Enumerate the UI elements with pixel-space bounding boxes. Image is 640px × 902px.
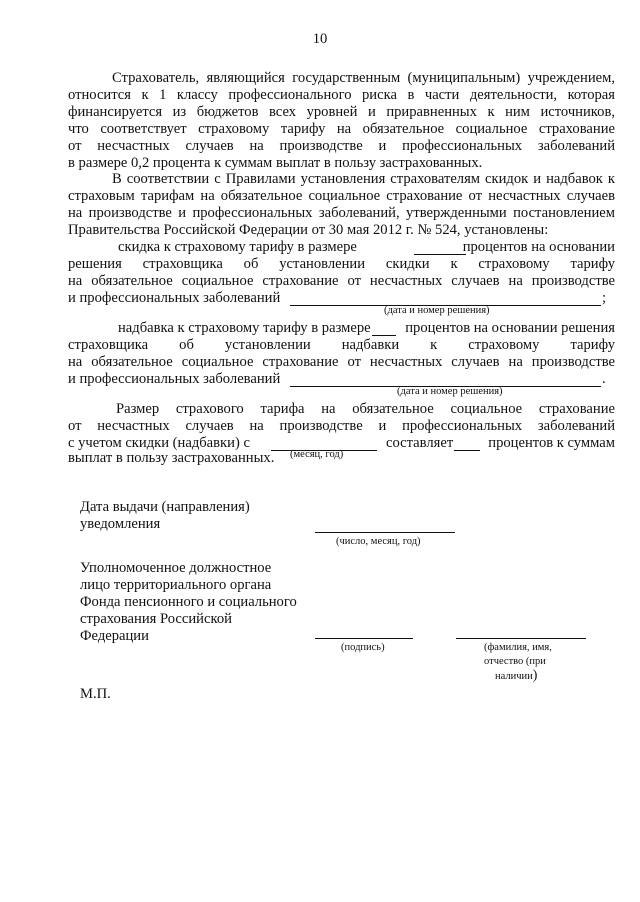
rate-amount-label: составляет xyxy=(386,435,454,451)
para2-line-1: В соответствии с Правилами установления страхователям скидок и надбавок к xyxy=(112,171,615,187)
rate-month-year-caption: (месяц, год) xyxy=(290,449,344,460)
signature-blank xyxy=(315,638,413,639)
rate-line-2: от несчастных случаев на производстве и профессиональных заболеваний xyxy=(68,418,615,434)
para1-line-2: относится к 1 классу профессионального риска в части деятельности, которая xyxy=(68,87,615,103)
para2-line-4: Правительства Российской Федерации от 30 мая 2012 г. № 524, установлены: xyxy=(68,222,549,238)
issue-date-label-1: Дата выдачи (направления) xyxy=(80,499,250,515)
para2-line-3: на производстве и профессиональных заболеваний, утвержденными постановлением xyxy=(68,205,615,221)
full-name-caption-3-text: наличии xyxy=(495,671,533,682)
discount-line-3: на обязательное социальное страхование от несчастных случаев на производстве xyxy=(68,273,615,289)
surcharge-line-4-end: . xyxy=(602,371,606,387)
signature-caption: (подпись) xyxy=(341,642,385,653)
surcharge-line-2: страховщика об установлении надбавки к страховому тарифу xyxy=(68,337,615,353)
discount-line-2: решения страховщика об установлении скидки к страховому тарифу xyxy=(68,256,615,272)
surcharge-percent-blank xyxy=(372,335,396,336)
surcharge-basis-label: процентов на основании решения xyxy=(405,320,615,336)
rate-line-4: выплат в пользу застрахованных. xyxy=(68,450,275,466)
full-name-caption-3 xyxy=(495,670,537,683)
para2-line-2: страховым тарифам на обязательное социальное страхование от несчастных случаев xyxy=(68,188,615,204)
official-line-1: Уполномоченное должностное xyxy=(80,560,272,576)
discount-basis-label: процентов на основании xyxy=(462,239,615,255)
para1-line-6: в размере 0,2 процента к суммам выплат в пользу застрахованных. xyxy=(68,155,483,171)
rate-percent-label: процентов к суммам xyxy=(488,435,615,451)
full-name-caption-2: отчество (при xyxy=(484,656,546,667)
discount-line-4-end: ; xyxy=(602,290,607,306)
para1-line-4: что соответствует страховому тарифу на обязательное социальное страхование xyxy=(68,121,615,137)
discount-percent-blank xyxy=(414,254,466,255)
issue-date-blank xyxy=(315,532,455,533)
para1-line-1: Страхователь, являющийся государственным (муниципальным) учреждением, xyxy=(112,70,615,86)
issue-date-caption: (число, месяц, год) xyxy=(336,536,421,547)
surcharge-size-label: надбавка к страховому тарифу в размере xyxy=(118,320,371,336)
surcharge-decision-caption: (дата и номер решения) xyxy=(397,386,503,397)
official-line-2: лицо территориального органа xyxy=(80,577,272,593)
seal-mark: М.П. xyxy=(80,686,111,702)
full-name-caption-close: ) xyxy=(532,668,538,683)
discount-decision-caption: (дата и номер решения) xyxy=(384,305,490,316)
full-name-blank xyxy=(456,638,586,639)
rate-line-1: Размер страхового тарифа на обязательное социальное страхование xyxy=(116,401,615,417)
issue-date-label-2: уведомления xyxy=(80,516,161,532)
surcharge-line-4 xyxy=(68,371,615,388)
surcharge-line-4-label: и профессиональных заболеваний xyxy=(68,371,281,387)
official-line-3: Фонда пенсионного и социального xyxy=(80,594,297,610)
discount-line-4-label: и профессиональных заболеваний xyxy=(68,290,281,306)
para1-line-3: финансируется из бюджетов всех уровней и приравненных к ним источников, xyxy=(68,104,615,120)
rate-from-label: с учетом скидки (надбавки) с xyxy=(68,435,250,451)
page-number: 10 xyxy=(312,31,328,47)
discount-size-label: скидка к страховому тарифу в размере xyxy=(118,239,357,255)
full-name-caption-1: (фамилия, имя, xyxy=(484,642,552,653)
para1-line-5: от несчастных случаев на производстве и профессиональных заболеваний xyxy=(68,138,615,154)
surcharge-line-3: на обязательное социальное страхование от несчастных случаев на производстве xyxy=(68,354,615,370)
discount-line-4 xyxy=(68,290,615,307)
official-line-4: страхования Российской xyxy=(80,611,232,627)
official-line-5: Федерации xyxy=(80,628,149,644)
